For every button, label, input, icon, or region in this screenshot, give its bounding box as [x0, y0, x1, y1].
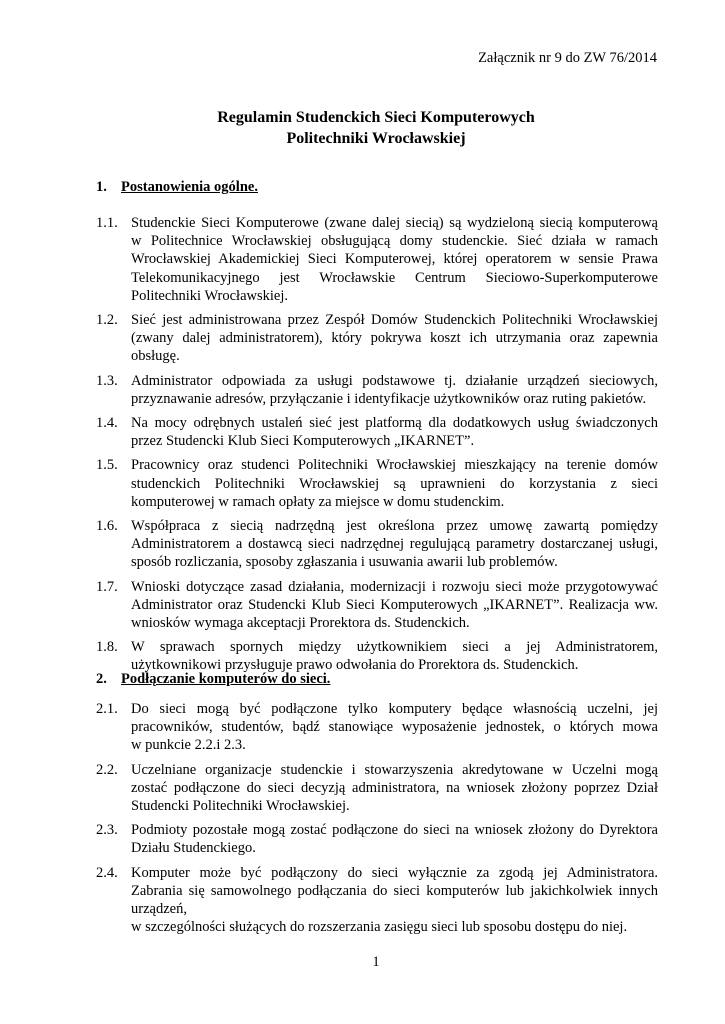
item-number: 1.2.: [96, 312, 118, 329]
text-line: Wnioski dotyczące zasad działania, modernizacji i rozwoju sieci może przygotowywać: [131, 578, 658, 595]
text-line: przyznawanie adresów, przyłączanie i identyfikacje użytkowników oraz ruting pakietów.: [131, 390, 647, 407]
text-line: Telekomunikacyjnego jest Wrocławskie Centrum Sieciowo-Superkomputerowe: [131, 269, 658, 286]
item-text: [131, 864, 658, 937]
text-line: Podmioty pozostałe mogą zostać podłączone do sieci na wniosek złożony do Dyrektora: [131, 822, 658, 839]
item-text: [131, 578, 658, 633]
list-item: [96, 700, 658, 755]
section-2-items: [96, 700, 658, 942]
text-line: sposób rozliczania, sposoby zgłaszania i usuwania awarii lub problemów.: [131, 554, 558, 571]
text-line: Komputer może być podłączony do sieci wyłącznie za zgodą jej Administratora.: [131, 864, 658, 881]
list-item: [96, 372, 658, 408]
text-line: Sieć jest administrowana przez Zespół Domów Studenckich Politechniki Wrocławskiej: [131, 312, 658, 329]
text-line: zostać podłączone do sieci decyzją administratora, na wniosek złożony poprzez Dział: [131, 779, 658, 796]
section-1-items: [96, 214, 658, 681]
item-number: 1.5.: [96, 457, 118, 474]
text-line: Studenckie Sieci Komputerowe (zwane dalej siecią) są wydzieloną siecią komputerową: [131, 215, 658, 231]
section-number: 1.: [96, 179, 107, 195]
item-text: [131, 700, 658, 755]
section-heading-1: [96, 178, 258, 196]
text-line: użytkownikowi przysługuje prawo odwołania do Prorektora ds. Studenckich.: [131, 657, 579, 674]
text-line: w punkcie 2.2.i 2.3.: [131, 737, 246, 754]
item-number: 1.7.: [96, 578, 118, 595]
section-title: Postanowienia ogólne.: [121, 179, 258, 195]
text-line: w szczególności służących do rozszerzania zasięgu sieci lub sposobu dostępu do niej.: [131, 919, 628, 936]
text-line: Administrator odpowiada za usługi podstawowe tj. działanie urządzeń sieciowych,: [131, 372, 658, 389]
text-line: Studencki Politechniki Wrocławskiej.: [131, 798, 350, 815]
item-text: [131, 761, 658, 816]
item-number: 1.6.: [96, 518, 118, 535]
text-line: studenckich Politechniki Wrocławskiej są uprawnieni do korzystania z sieci: [131, 475, 658, 492]
page-number: 1: [372, 954, 380, 970]
text-line: Do sieci mogą być podłączone tylko komputery będące własnością uczelni, jej: [131, 701, 658, 717]
list-item: [96, 311, 658, 366]
list-item: [96, 214, 658, 305]
list-item: [96, 864, 658, 937]
list-item: [96, 761, 658, 816]
item-number: 1.4.: [96, 415, 118, 432]
item-text: [131, 372, 658, 408]
item-text: [131, 821, 658, 857]
item-number: 2.4.: [96, 864, 118, 881]
text-line: Zabrania się samowolnego podłączania do sieci komputerów lub jakichkolwiek innych: [131, 882, 658, 899]
item-number: 2.1.: [96, 701, 118, 717]
section-heading-2: [96, 670, 330, 688]
text-line: pracowników, studentów, bądź stanowiące wyposażenie jednostek, o których mowa: [131, 719, 658, 736]
item-text: [131, 214, 658, 305]
text-line: obsługę.: [131, 348, 180, 365]
list-item: [96, 578, 658, 633]
text-line: komputerowej w ramach opłaty za miejsce w domu studenckim.: [131, 493, 505, 510]
item-number: 1.1.: [96, 215, 118, 231]
item-number: 2.3.: [96, 822, 118, 839]
text-line: urządzeń,: [131, 901, 187, 918]
section-title: Podłączanie komputerów do sieci.: [121, 671, 331, 687]
text-line: w Politechnice Wrocławskiej obsługującą domy studenckie. Sieć działa w ramach: [131, 233, 658, 250]
text-line: Na mocy odrębnych ustaleń sieć jest platformą dla dodatkowych usług świadczonych: [131, 415, 658, 432]
text-line: wniosków wymaga akceptacji Prorektora ds. Studenckich.: [131, 615, 470, 632]
item-text: [131, 456, 658, 511]
text-line: Administrator oraz Studencki Klub Sieci Komputerowych „IKARNET”. Realizacja ww.: [131, 596, 658, 613]
text-line: Uczelniane organizacje studenckie i stowarzyszenia akredytowane w Uczelni mogą: [131, 761, 658, 778]
section-number: 2.: [96, 671, 107, 687]
list-item: [96, 456, 658, 511]
list-item: [96, 821, 658, 857]
text-line: W sprawach spornych między użytkownikiem sieci a jej Administratorem,: [131, 639, 658, 656]
annex-reference: Załącznik nr 9 do ZW 76/2014: [478, 50, 657, 66]
text-line: Działu Studenckiego.: [131, 840, 256, 857]
item-number: 1.3.: [96, 372, 118, 389]
item-text: [131, 517, 658, 572]
list-item: [96, 517, 658, 572]
item-number: 2.2.: [96, 761, 118, 778]
text-line: Wrocławskiej Akademickiej Sieci Komputerowej, której operatorem w sensie Prawa: [131, 251, 658, 268]
title-line-2: Politechniki Wrocławskiej: [286, 130, 466, 147]
text-line: (zwany dalej administratorem), który pokrywa koszt ich utrzymania oraz zapewnia: [131, 330, 658, 347]
item-text: [131, 414, 658, 450]
title-line-1: Regulamin Studenckich Sieci Komputerowych: [217, 109, 535, 126]
item-number: 1.8.: [96, 639, 118, 656]
item-text: [131, 311, 658, 366]
list-item: [96, 414, 658, 450]
text-line: Politechniki Wrocławskiej.: [131, 287, 289, 304]
text-line: przez Studencki Klub Sieci Komputerowych „IKARNET”.: [131, 433, 475, 450]
text-line: Administratorem a dostawcą sieci nadrzędnej regulującą parametry dostarczanej usługi,: [131, 536, 658, 553]
text-line: Pracownicy oraz studenci Politechniki Wrocławskiej mieszkający na terenie domów: [131, 457, 658, 474]
document-title: [0, 107, 725, 149]
text-line: Współpraca z siecią nadrzędną jest określona przez umowę zawartą pomiędzy: [131, 518, 658, 535]
